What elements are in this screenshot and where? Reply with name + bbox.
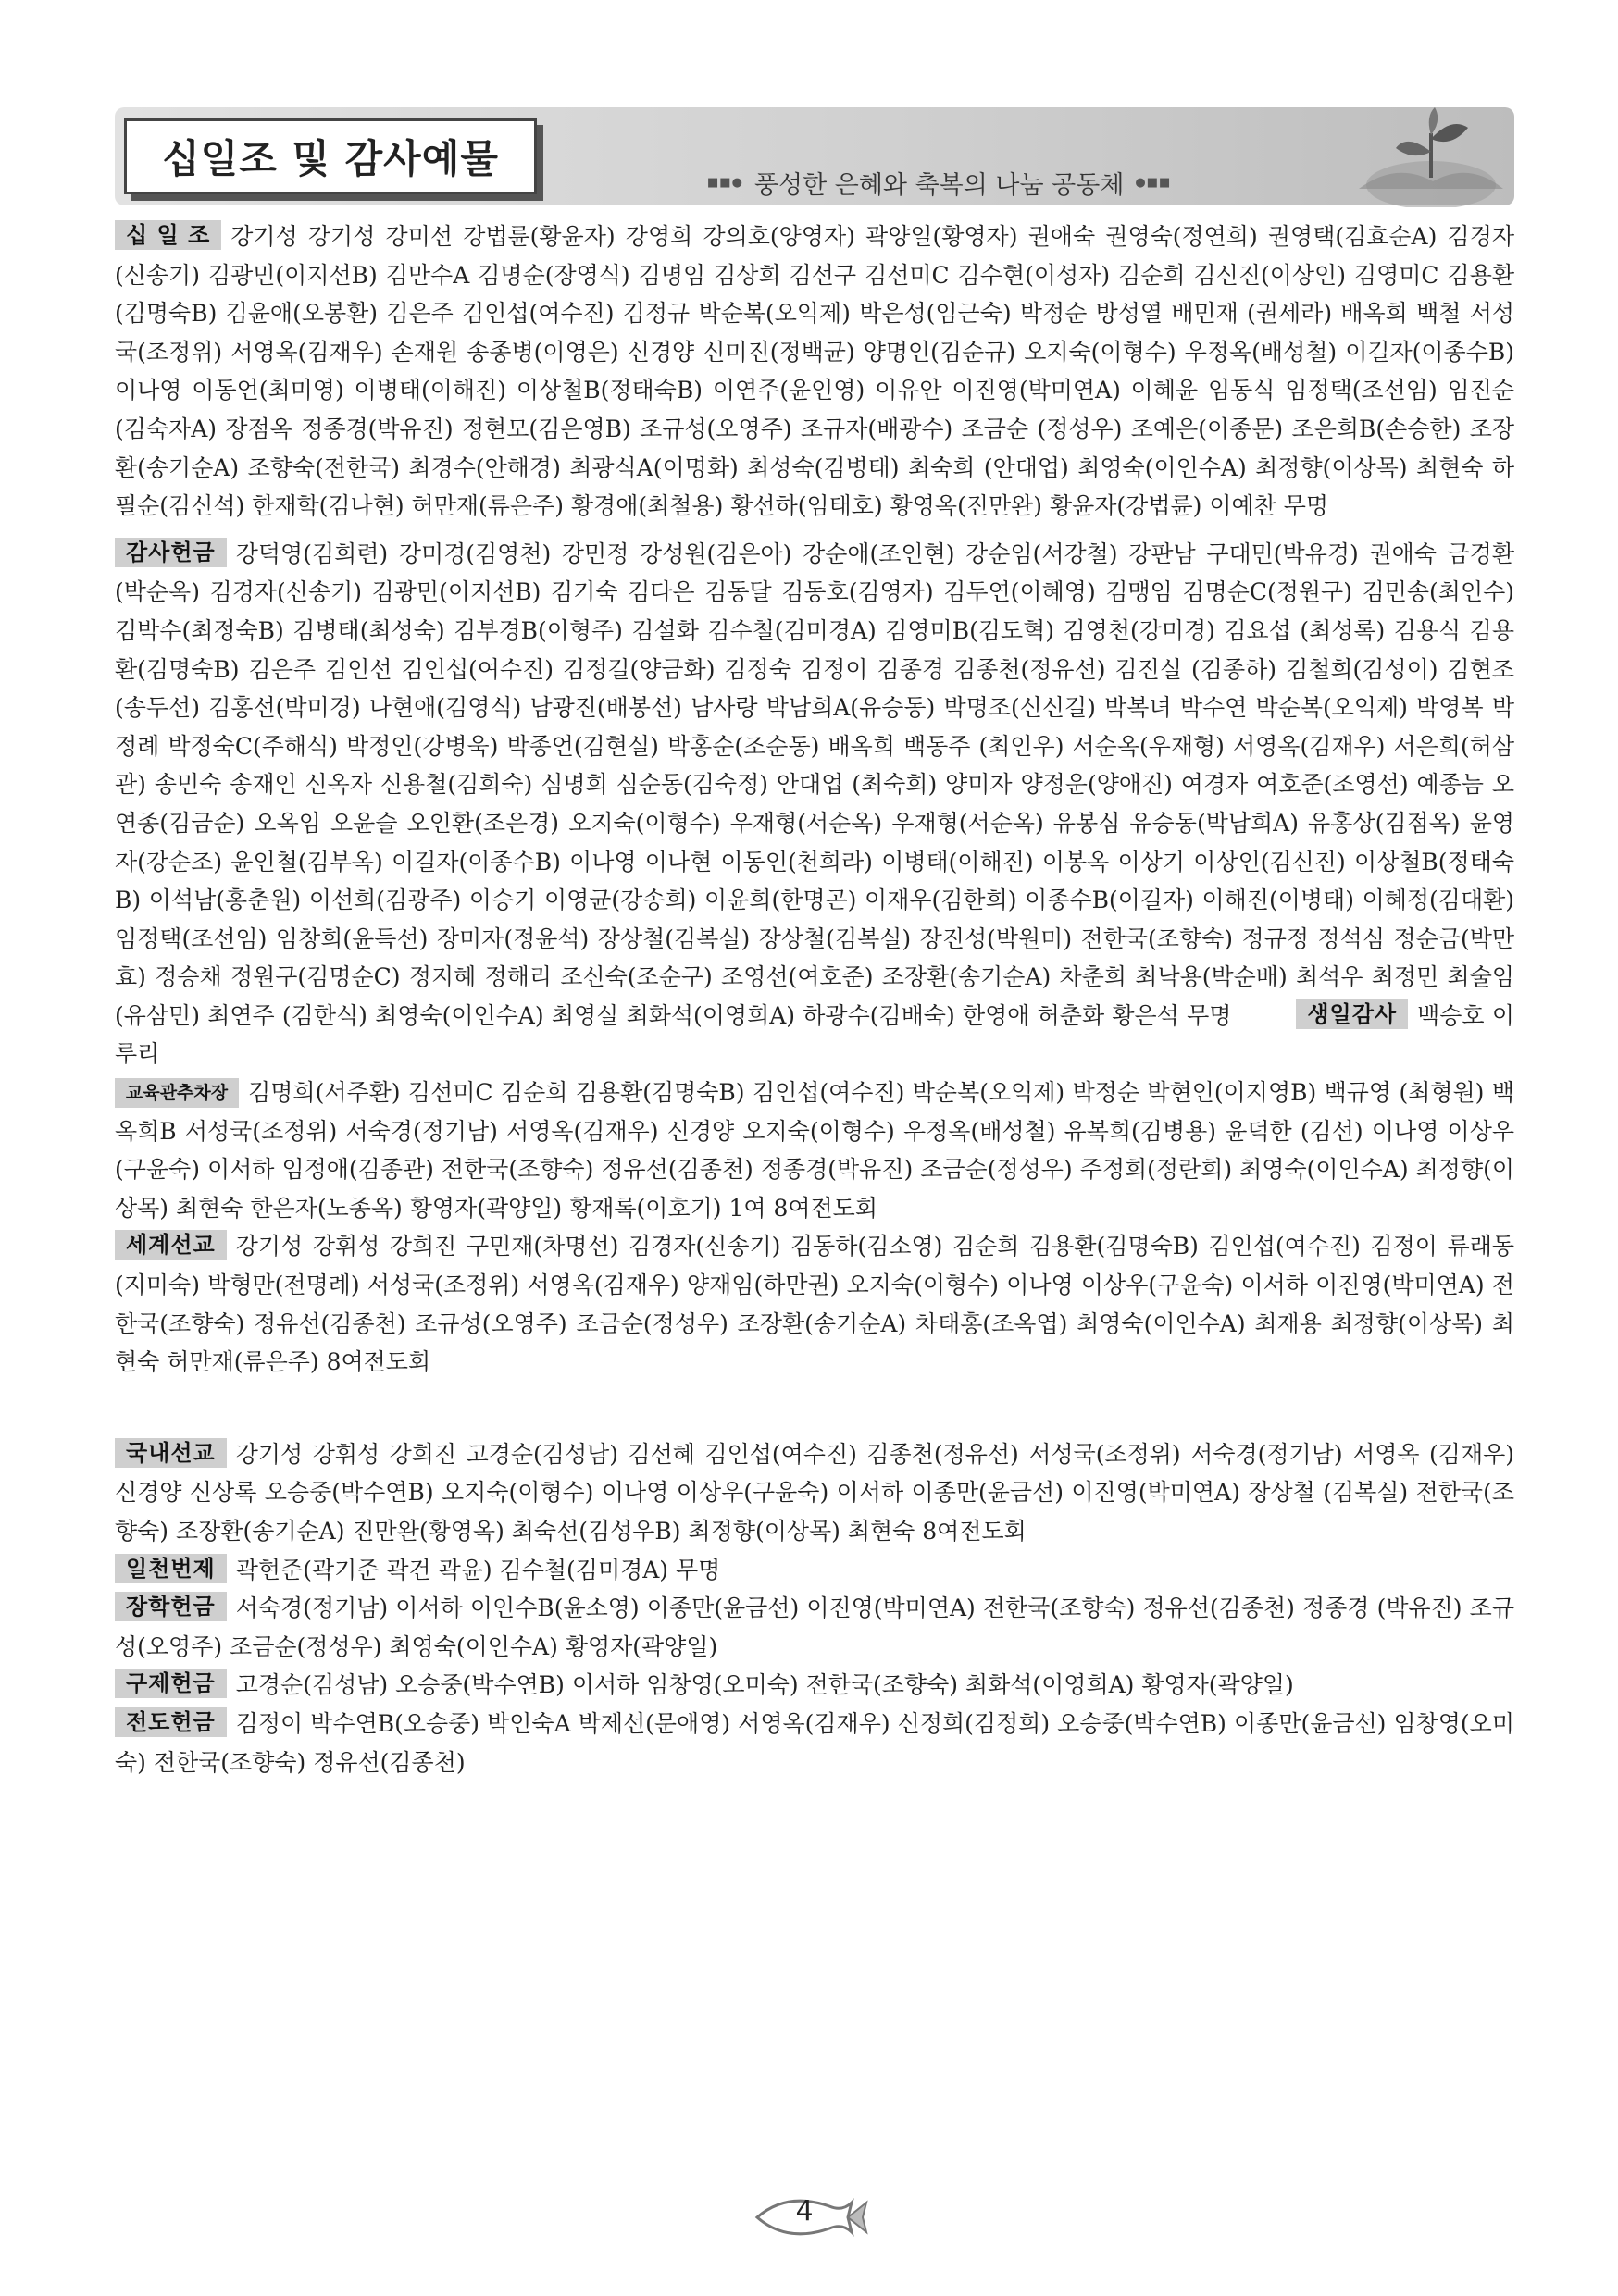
section-scholarship <box>115 1589 1514 1666</box>
section-label: 십 일 조 <box>115 220 221 250</box>
section-names: 곽현준(곽기준 곽건 곽윤) 김수철(김미경A) 무명 <box>235 1556 721 1583</box>
subtitle-row <box>707 165 1171 201</box>
section-label: 일천번제 <box>115 1554 227 1583</box>
subtitle: 풍성한 은혜와 축복의 나눔 공동체 <box>753 171 1125 200</box>
section-domestic-mission <box>115 1435 1514 1551</box>
section-names: 강기성 강휘성 강희진 구민재(차명선) 김경자(신송기) 김동하(김소영) 김순희 김용환(김명숙B) 김인섭(여수진) 김정이 류래동(지미숙) 박형만(전명례) 서성국(조정위) 서영옥(김재우) 양재임(하만권) 오지숙(이형수) 이나영 이상우(구윤숙) 이서하 이진영(박미연A) 전한국(조향숙) 정유선(김종천) 조규성(오영주) 조금순(정성우) 조장환(송기순A) 차태홍(조옥엽) 최영숙(이인수A) 최재용 최정향(이상목) 최현숙 허만재(류은주) 8여전도회 <box>115 1233 1514 1376</box>
section-relief <box>115 1666 1514 1705</box>
section-label: 장학헌금 <box>115 1592 227 1621</box>
section-names: 백승호 이루리 <box>115 1001 1514 1068</box>
section-thanksgiving <box>115 535 1514 1074</box>
section-label: 구제헌금 <box>115 1669 227 1698</box>
section-thousand-offering <box>115 1551 1514 1590</box>
section-label: 감사헌금 <box>115 538 227 567</box>
section-names: 김명희(서주환) 김선미C 김순희 김용환(김명숙B) 김인섭(여수진) 박순복(오익제) 박정순 박현인(이지영B) 백규영 (최형원) 백옥희B 서성국(조정위) 서숙경(정기남) 서영옥(김재우) 신경양 오지숙(이형수) 우정옥(배성철) 유복희(김병용) 윤덕한 (김선) 이나영 이상우(구윤숙) 이서하 임정애(김종관) 전한국(조향숙) 정유선(김종천) 정종경(박유진) 조금순(정성우) 주정희(정란희) 최영숙(이인수A) 최정향(이상목) 최현숙 한은자(노종옥) 황영자(곽양일) 황재록(이호기) 1여 8여전도회 <box>115 1079 1514 1222</box>
section-names: 고경순(김성남) 오승중(박수연B) 이서하 임창영(오미숙) 전한국(조향숙) 최화석(이영희A) 황영자(곽양일) <box>235 1671 1294 1699</box>
page-title: 십일조 및 감사예물 <box>162 136 499 181</box>
section-label: 생일감사 <box>1296 999 1408 1029</box>
section-names: 강기성 강휘성 강희진 고경순(김성남) 김선혜 김인섭(여수진) 김종천(정유선) 서성국(조정위) 서숙경(정기남) 서영옥 (김재우) 신경양 신상록 오승중(박수연B) 오지숙(이형수) 이나영 이상우(구윤숙) 이서하 이종만(윤금선) 이진영(박미연A) 장상철 (김복실) 전한국(조향숙) 조장환(송기순A) 진만완(황영옥) 최숙선(김성우B) 최정향(이상목) 최현숙 8여전도회 <box>115 1440 1514 1545</box>
section-names: 강덕영(김희련) 강미경(김영천) 강민정 강성원(김은아) 강순애(조인현) 강순임(서강철) 강판남 구대민(박유경) 권애숙 금경환(박순옥) 김경자(신송기) 김광민(이지선B) 김기숙 김다은 김동달 김동호(김영자) 김두연(이혜영) 김맹임 김명순C(정원구) 김민송(최인수) 김박수(최정숙B) 김병태(최성숙) 김부경B(이형주) 김설화 김수철(김미경A) 김영미B(김도혁) 김영천(강미경) 김요섭 (최성록) 김용식 김용환(김명숙B) 김은주 김인선 김인섭(여수진) 김정길(양금화) 김정숙 김정이 김종경 김종천(정유선) 김진실 (김종하) 김철희(김성이) 김현조(송두선) 김홍선(박미경) 나현애(김영식) 남광진(배봉선) 남사랑 박남희A(유승동) 박명조(신신길) 박복녀 박수연 박순복(오익제) 박영복 박정례 박정숙C(주해식) 박정인(강병욱) 박종언(김현실) 박홍순(조순동) 배옥희 백동주 (최인우) 서순옥(우재형) 서영옥(김재우) 서은희(허삼관) 송민숙 송재인 신옥자 신용철(김희숙) 심명희 심순동(김숙정) 안대업 (최숙희) 양미자 양정운(양애진) 여경자 여호준(조영선) 예종늠 오연종(김금순) 오옥임 오윤슬 오인환(조은경) 오지숙(이형수) 우재형(서순옥) 우재형(서순옥) 유봉심 유승동(박남희A) 유홍상(김점옥) 윤영자(강순조) 윤인철(김부옥) 이길자(이종수B) 이나영 이나현 이동인(천희라) 이병태(이해진) 이봉옥 이상기 이상인(김신진) 이상철B(정태숙B) 이석남(홍춘원) 이선희(김광주) 이승기 이영균(강송희) 이윤희(한명곤) 이재우(김한희) 이종수B(이길자) 이해진(이병태) 이혜정(김대환) 임정택(조선임) 임창희(윤득선) 장미자(정윤석) 장상철(김복실) 장상철(김복실) 장진성(박원미) 전한국(조향숙) 정규정 정석심 정순금(박만효) 정승채 정원구(김명순C) 정지혜 정해리 조신숙(조순구) 조영선(여호준) 조장환(송기순A) 차춘희 최낙용(박순배) 최석우 최정민 최술임(유삼민) 최연주 (김한식) 최영숙(이인수A) 최영실 최화석(이영희A) 하광수(김배숙) 한영애 허춘화 황은석 무명 <box>115 540 1515 1029</box>
section-label: 전도헌금 <box>115 1707 227 1737</box>
section-world-mission <box>115 1227 1514 1381</box>
section-evangelism <box>115 1705 1514 1781</box>
section-label: 세계선교 <box>115 1230 227 1260</box>
section-label: 국내선교 <box>115 1438 227 1468</box>
page-footer <box>0 2184 1618 2258</box>
page-number: 4 <box>795 2195 814 2228</box>
section-names: 김정이 박수연B(오승중) 박인숙A 박제선(문애영) 서영옥(김재우) 신정희(김정희) 오승중(박수연B) 이종만(윤금선) 임창영(오미숙) 전한국(조향숙) 정유선(김종천) <box>115 1709 1514 1776</box>
section-names: 서숙경(정기남) 이서하 이인수B(윤소영) 이종만(윤금선) 이진영(박미연A) 전한국(조향숙) 정유선(김종천) 정종경 (박유진) 조규성(오영주) 조금순(정성우) 최영숙(이인수A) 황영자(곽양일) <box>115 1595 1514 1660</box>
page-header <box>115 107 1514 205</box>
section-names: 강기성 강기성 강미선 강법륜(황윤자) 강영희 강의호(양영자) 곽양일(황영자) 권애숙 권영숙(정연희) 권영택(김효순A) 김경자(신송기) 김광민(이지선B) 김만수A 김명순(장영식) 김명임 김상희 김선구 김선미C 김수현(이성자) 김순희 김신진(이상인) 김영미C 김용환(김명숙B) 김윤애(오봉환) 김은주 김인섭(여수진) 김정규 박순복(오익제) 박은성(임근숙) 박정순 방성열 배민재 (권세라) 배옥희 백철 서성국(조정위) 서영옥(김재우) 손재원 송종병(이영은) 신경양 신미진(정백균) 양명인(김순규) 오지숙(이형수) 우정옥(배성철) 이길자(이종수B) 이나영 이동언(최미영) 이병태(이해진) 이상철B(정태숙B) 이연주(윤인영) 이유안 이진영(박미연A) 이혜윤 임동식 임정택(조선임) 임진순(김숙자A) 장점옥 정종경(박유진) 정현모(김은영B) 조규성(오영주) 조규자(배광수) 조금순 (정성우) 조예은(이종문) 조은희B(손승한) 조장환(송기순A) 조향숙(전한국) 최경수(안해경) 최광식A(이명화) 최성숙(김병태) 최숙희 (안대업) 최영숙(이인수A) 최정향(이상목) 최현숙 하필순(김신석) 한재학(김나현) 허만재(류은주) 황경애(최철용) 황선하(임태호) 황영옥(진만완) 황윤자(강법륜) 이예찬 무명 <box>115 223 1514 520</box>
dots-left-icon: ■■● <box>707 176 743 190</box>
title-box <box>124 118 537 194</box>
seedling-icon <box>1322 96 1507 207</box>
section-parking <box>115 1074 1514 1227</box>
dots-right-icon: ●■■ <box>1135 176 1172 190</box>
offering-list <box>115 217 1514 1781</box>
section-label: 교육관추차장 <box>115 1078 239 1108</box>
section-tithe <box>115 217 1514 526</box>
